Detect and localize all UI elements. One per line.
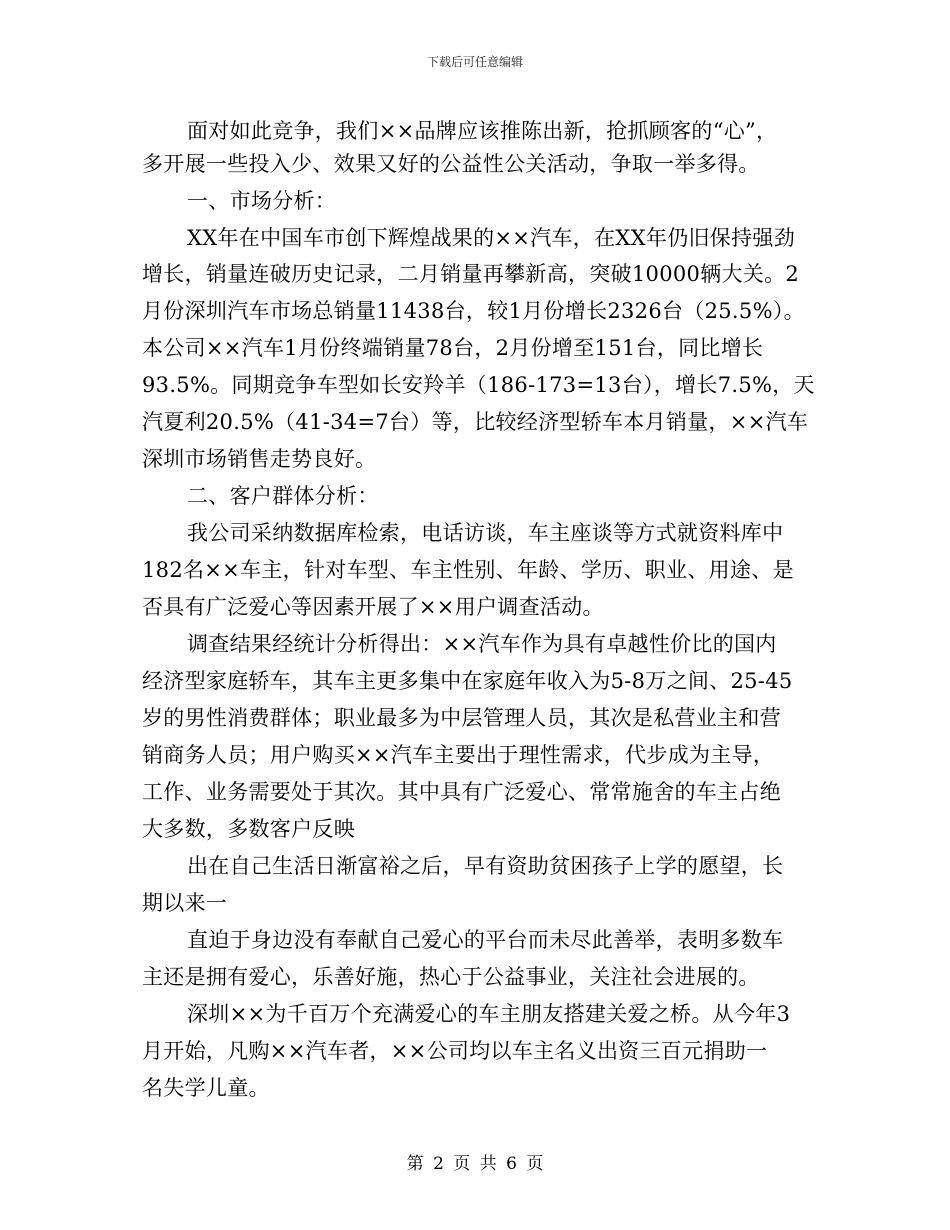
text-line: 深圳××为千百万个充满爱心的车主朋友搭建关爱之桥。从今年3 bbox=[187, 1002, 791, 1026]
text-line: 增长，销量连破历史记录，二月销量再攀新高，突破10000辆大关。2 bbox=[142, 262, 800, 286]
page-header: 下载后可任意编辑 bbox=[426, 55, 523, 69]
text-line: 工作、业务需要处于其次。其中具有广泛爱心、常常施舍的车主占绝 bbox=[142, 780, 781, 804]
text-line: 面对如此竞争，我们××品牌应该推陈出新，抢抓顾客的“心”， bbox=[187, 119, 778, 143]
text-line: 深圳市场销售走势良好。 bbox=[142, 447, 377, 471]
text-line: 经济型家庭轿车，其车主更多集中在家庭年收入为5-8万之间、25-45 bbox=[142, 669, 793, 693]
text-line: 月份深圳汽车市场总销量11438台，较1月份增长2326台（25.5%）。 bbox=[142, 299, 805, 323]
text-line: 名失学儿童。 bbox=[142, 1076, 270, 1100]
text-line: 汽夏利20.5%（41-34=7台）等，比较经济型轿车本月销量，××汽车 bbox=[142, 410, 809, 434]
text-line: 182名××车主，针对车型、车主性别、年龄、学历、职业、用途、是 bbox=[142, 558, 794, 582]
text-line: XX年在中国车市创下辉煌战果的××汽车，在XX年仍旧保持强劲 bbox=[187, 226, 795, 250]
text-line: 直迫于身边没有奉献自己爱心的平台而未尽此善举，表明多数车 bbox=[187, 928, 784, 952]
text-line: 否具有广泛爱心等因素开展了××用户调查活动。 bbox=[142, 595, 604, 619]
text-line: 大多数，多数客户反映 bbox=[142, 817, 355, 841]
text-line: 出在自己生活日渐富裕之后，早有资助贫困孩子上学的愿望，长 bbox=[187, 854, 784, 878]
text-line: 多开展一些投入少、效果又好的公益性公关活动，争取一举多得。 bbox=[142, 152, 760, 176]
text-line: 本公司××汽车1月份终端销量78台，2月份增至151台，同比增长 bbox=[142, 336, 764, 360]
text-line: 调查结果经统计分析得出：××汽车作为具有卓越性价比的国内 bbox=[187, 632, 777, 656]
text-line: 期以来一 bbox=[142, 891, 228, 915]
text-line: 我公司采纳数据库检索，电话访谈，车主座谈等方式就资料库中 bbox=[187, 521, 784, 545]
text-line: 月开始，凡购××汽车者，××公司均以车主名义出资三百元捐助一 bbox=[142, 1039, 768, 1063]
text-line: 销商务人员；用户购买××汽车主要出于理性需求，代步成为主导， bbox=[142, 743, 775, 767]
text-line: 主还是拥有爱心，乐善好施，热心于公益事业，关注社会进展的。 bbox=[142, 965, 760, 989]
section-heading-market-analysis: 一、市场分析： bbox=[187, 189, 337, 213]
page-number: 第 2 页 共 6 页 bbox=[406, 1154, 544, 1174]
text-line: 93.5%。同期竞争车型如长安羚羊（186-173=13台），增长7.5%，天 bbox=[142, 373, 815, 397]
section-heading-customer-analysis: 二、客户群体分析： bbox=[187, 484, 379, 508]
text-line: 岁的男性消费群体；职业最多为中层管理人员，其次是私营业主和营 bbox=[142, 706, 781, 730]
